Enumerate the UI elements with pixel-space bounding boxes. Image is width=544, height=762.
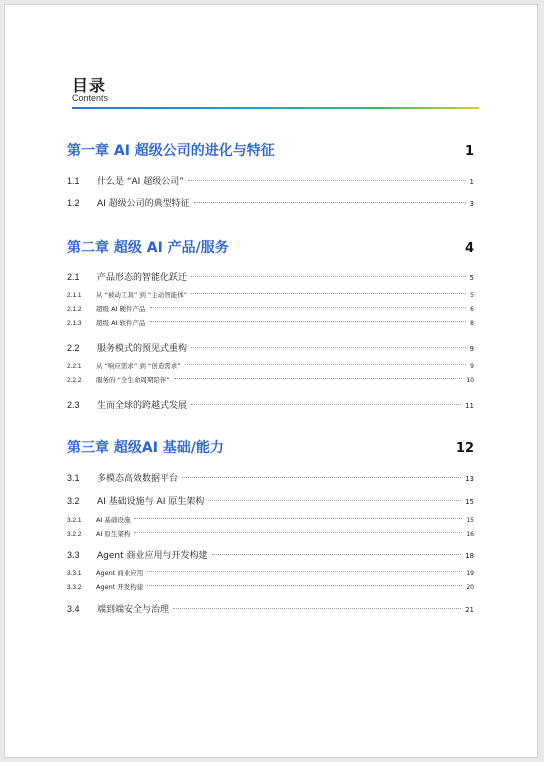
section-label: 生而全球的跨越式发展 <box>97 401 188 411</box>
chapter-page: 1 <box>464 144 474 159</box>
section-number: 2.2 <box>67 343 80 353</box>
section-page: 15 <box>465 498 474 506</box>
toc-chapter-3[interactable] <box>67 437 474 457</box>
chapter-title: 第三章 超级AI 基础/能力 <box>67 440 224 456</box>
section-page: 18 <box>465 552 474 560</box>
section-number: 3.4 <box>67 604 80 614</box>
dot-leader <box>173 608 461 609</box>
subsection-page: 15 <box>466 517 474 524</box>
dot-leader <box>134 532 462 533</box>
toc-subsection-2-1-3[interactable] <box>67 318 474 327</box>
toc-chapter-1[interactable] <box>67 140 474 160</box>
section-number: 1.2 <box>67 198 80 208</box>
dot-leader <box>191 347 466 348</box>
subsection-label: 服务的 “全生命周期陪伴” <box>96 376 170 384</box>
chapter-page: 12 <box>455 441 474 456</box>
toc-section-2-1[interactable] <box>67 270 474 283</box>
toc-subsection-3-3-2[interactable] <box>67 582 474 591</box>
subsection-page: 10 <box>466 377 474 384</box>
section-page: 21 <box>465 606 474 614</box>
toc-section-2-3[interactable] <box>67 398 474 411</box>
subsection-label: 超级 AI 硬件产品 <box>96 305 146 313</box>
toc-section-3-3[interactable] <box>67 548 474 561</box>
dot-leader <box>191 276 466 277</box>
subsection-number: 3.2.2 <box>67 531 82 538</box>
section-label: AI 基础设施与 AI 原生架构 <box>97 497 205 507</box>
subsection-number: 2.2.2 <box>67 377 82 384</box>
toc-subtitle: Contents <box>72 93 109 103</box>
section-number: 3.1 <box>67 473 80 483</box>
section-label: 服务模式的预见式重构 <box>97 344 188 354</box>
section-page: 3 <box>469 200 474 208</box>
section-number: 3.2 <box>67 496 80 506</box>
toc-title: 目录 <box>72 76 107 95</box>
dot-leader <box>174 378 463 379</box>
subsection-page: 8 <box>470 320 474 327</box>
dot-leader <box>191 293 466 294</box>
dot-leader <box>147 585 462 586</box>
toc-subsection-2-1-2[interactable] <box>67 304 474 313</box>
toc-section-3-2[interactable] <box>67 494 474 507</box>
subsection-number: 2.1.1 <box>67 292 82 299</box>
section-label: AI 超级公司的典型特征 <box>97 199 190 209</box>
dot-leader <box>208 500 461 501</box>
subsection-label: AI 原生架构 <box>96 530 131 538</box>
subsection-number: 2.2.1 <box>67 363 82 370</box>
toc-subsection-3-3-1[interactable] <box>67 568 474 577</box>
subsection-number: 2.1.3 <box>67 320 82 327</box>
subsection-number: 3.3.2 <box>67 584 82 591</box>
section-page: 13 <box>465 475 474 483</box>
subsection-page: 6 <box>470 306 474 313</box>
section-label: 产品形态的智能化跃迁 <box>97 273 188 283</box>
section-label: 多模态高效数据平台 <box>97 474 179 484</box>
section-page: 9 <box>469 345 474 353</box>
toc-section-2-2[interactable] <box>67 341 474 354</box>
subsection-number: 2.1.2 <box>67 306 82 313</box>
dot-leader <box>194 202 466 203</box>
subsection-label: AI 基础设施 <box>96 516 131 524</box>
toc-subsection-2-1-1[interactable] <box>67 290 474 299</box>
toc-section-1-2[interactable] <box>67 196 474 209</box>
chapter-title: 第二章 超级 AI 产品/服务 <box>67 240 229 256</box>
dot-leader <box>185 364 467 365</box>
subsection-page: 20 <box>466 584 474 591</box>
section-page: 5 <box>469 274 474 282</box>
toc-subsection-2-2-1[interactable] <box>67 361 474 370</box>
subsection-page: 5 <box>470 292 474 299</box>
section-label: 什么是 “AI 超级公司” <box>97 177 184 187</box>
subsection-label: 从 “响应需求” 到 “创造需求” <box>96 362 181 370</box>
section-page: 1 <box>469 178 474 186</box>
chapter-page: 4 <box>464 241 474 256</box>
toc-subsection-3-2-2[interactable] <box>67 529 474 538</box>
dot-leader <box>150 307 467 308</box>
dot-leader <box>182 477 461 478</box>
dot-leader <box>147 571 462 572</box>
section-page: 11 <box>465 402 474 410</box>
subsection-label: 从 “被动工具” 到 “主动智能体” <box>96 291 188 299</box>
toc-section-1-1[interactable] <box>67 174 474 187</box>
subsection-page: 16 <box>466 531 474 538</box>
dot-leader <box>188 180 466 181</box>
subsection-page: 9 <box>470 363 474 370</box>
subsection-label: Agent 商业应用 <box>96 569 144 577</box>
subsection-page: 19 <box>466 570 474 577</box>
subsection-number: 3.3.1 <box>67 570 82 577</box>
subsection-label: 超级 AI 软件产品 <box>96 319 146 327</box>
toc-subsection-2-2-2[interactable] <box>67 375 474 384</box>
toc-section-3-1[interactable] <box>67 471 474 484</box>
dot-leader <box>150 321 467 322</box>
section-number: 3.3 <box>67 550 80 560</box>
section-number: 2.1 <box>67 272 80 282</box>
section-number: 1.1 <box>67 176 80 186</box>
subsection-label: Agent 开发构建 <box>96 583 144 591</box>
section-label: Agent 商业应用与开发构建 <box>97 551 208 561</box>
toc-subsection-3-2-1[interactable] <box>67 515 474 524</box>
dot-leader <box>212 554 462 555</box>
chapter-title: 第一章 AI 超级公司的进化与特征 <box>67 143 275 159</box>
dot-leader <box>134 518 462 519</box>
header-gradient-rule <box>72 107 479 109</box>
toc-chapter-2[interactable] <box>67 237 474 257</box>
section-label: 端到端安全与治理 <box>97 605 170 615</box>
dot-leader <box>191 404 461 405</box>
subsection-number: 3.2.1 <box>67 517 82 524</box>
section-number: 2.3 <box>67 400 80 410</box>
toc-section-3-4[interactable] <box>67 602 474 615</box>
